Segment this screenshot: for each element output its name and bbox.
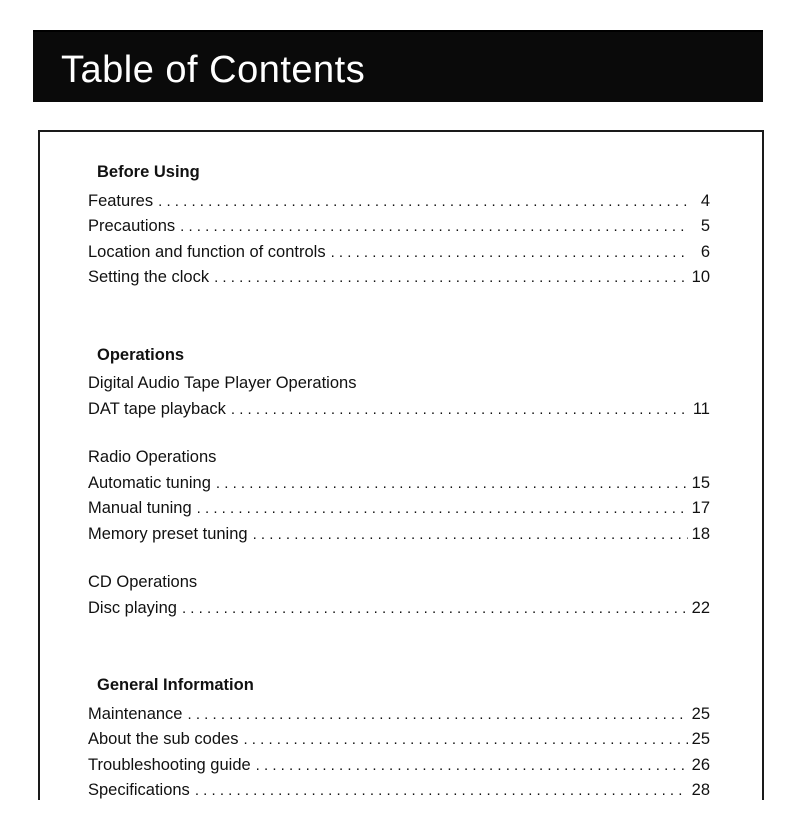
section-heading: Before Using: [97, 163, 200, 181]
dot-leader: [187, 702, 687, 728]
dot-leader: [231, 397, 688, 423]
section-heading: General Information: [97, 676, 254, 694]
entry-label: Features: [88, 191, 154, 210]
page-title: Table of Contents: [61, 49, 366, 91]
section-before-using: [88, 160, 710, 291]
entry-label: DAT tape playback: [88, 399, 226, 418]
dot-leader: [243, 727, 687, 753]
entry-page: 28: [691, 781, 710, 799]
toc-entry[interactable]: [88, 496, 710, 522]
toc-entry[interactable]: [88, 471, 710, 497]
dot-leader: [180, 214, 688, 240]
entry-page: 6: [700, 242, 710, 261]
dot-leader: [197, 496, 688, 522]
entry-label: Precautions: [88, 217, 176, 235]
toc-entry[interactable]: [88, 214, 710, 240]
entry-page: 26: [691, 755, 710, 774]
entry-label: Troubleshooting guide: [88, 755, 251, 774]
toc-entry[interactable]: [88, 397, 710, 423]
dot-leader: [182, 596, 688, 622]
toc-entry[interactable]: [88, 240, 710, 266]
entry-label: Manual tuning: [88, 499, 192, 517]
entry-page: 17: [691, 499, 710, 517]
dot-leader: [158, 189, 688, 215]
title-banner: [33, 30, 763, 102]
entry-label: About the sub codes: [88, 730, 239, 748]
entry-page: 25: [691, 730, 710, 748]
dot-leader: [195, 778, 688, 804]
toc-entry[interactable]: [88, 727, 710, 753]
entry-page: 11: [692, 399, 710, 418]
entry-page: 15: [691, 473, 710, 492]
subsection-heading: CD Operations: [88, 573, 198, 591]
dot-leader: [253, 522, 688, 548]
entry-page: 25: [691, 704, 710, 723]
toc-entry[interactable]: [88, 778, 710, 804]
dot-leader: [256, 753, 688, 779]
entry-label: Maintenance: [88, 704, 183, 723]
toc-entry[interactable]: [88, 702, 710, 728]
section-operations: [88, 343, 710, 622]
entry-label: Automatic tuning: [88, 473, 211, 492]
entry-label: Setting the clock: [88, 268, 210, 286]
toc-entry[interactable]: [88, 596, 710, 622]
entry-label: Disc playing: [88, 598, 177, 617]
entry-page: 18: [691, 524, 710, 543]
entry-page: 5: [700, 217, 710, 235]
entry-page: 4: [700, 191, 710, 210]
subsection-heading: Radio Operations: [88, 448, 217, 466]
dot-leader: [216, 471, 688, 497]
subsection-heading: Digital Audio Tape Player Operations: [88, 374, 357, 392]
section-heading: Operations: [97, 345, 185, 364]
toc-entry[interactable]: [88, 753, 710, 779]
toc-entry[interactable]: [88, 265, 710, 291]
entry-label: Specifications: [88, 781, 190, 799]
section-general-information: [88, 673, 710, 804]
toc-entry[interactable]: [88, 522, 710, 548]
entry-page: 10: [691, 268, 710, 286]
entry-label: Memory preset tuning: [88, 524, 248, 543]
entry-label: Location and function of controls: [88, 242, 326, 261]
dot-leader: [331, 240, 688, 266]
dot-leader: [214, 265, 688, 291]
toc-entry[interactable]: [88, 189, 710, 215]
entry-page: 22: [691, 598, 710, 617]
toc-content: [88, 160, 710, 804]
